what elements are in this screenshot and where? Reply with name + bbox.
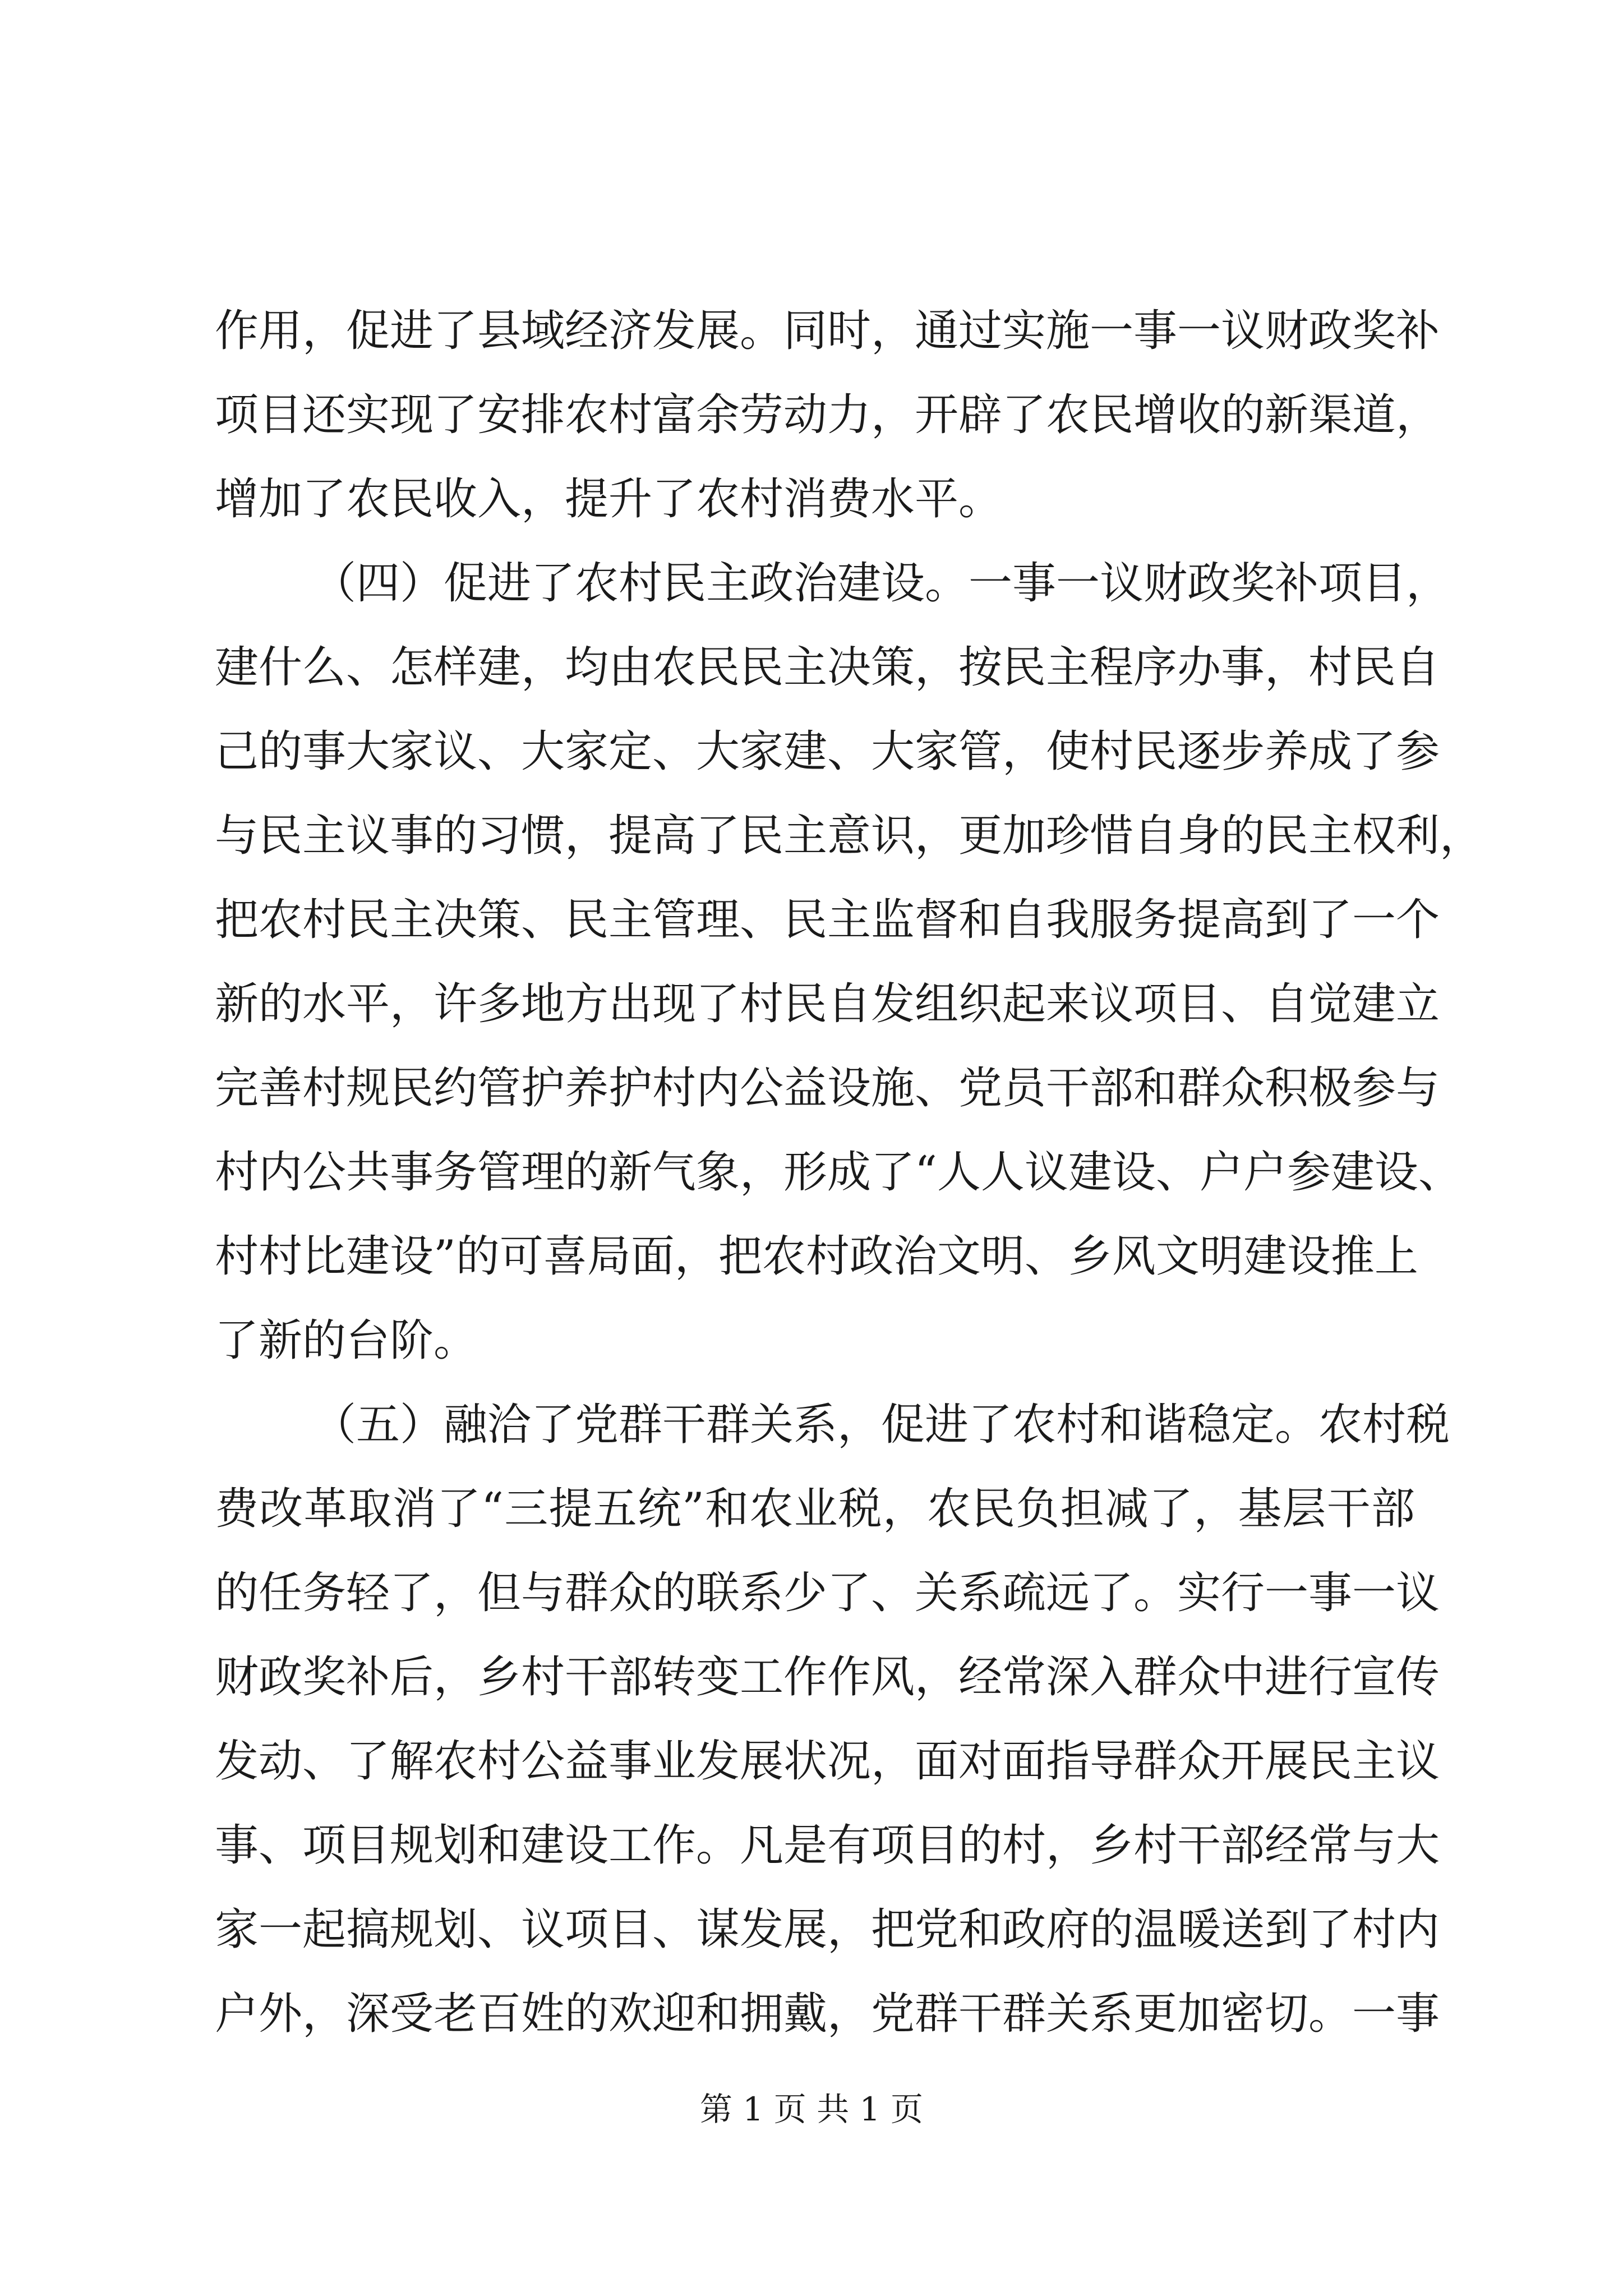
body-text-line: 己的事大家议、大家定、大家建、大家管，使村民逐步养成了参 — [215, 726, 1440, 777]
page-number-footer: 第 1 页 共 1 页 — [700, 2090, 923, 2128]
body-text-line: 家一起搞规划、议项目、谋发展，把党和政府的温暖送到了村内 — [215, 1904, 1440, 1955]
body-text-line: 村内公共事务管理的新气象，形成了“人人议建设、户户参建设、 — [215, 1147, 1462, 1198]
body-text-line: 项目还实现了安排农村富余劳动力，开辟了农民增收的新渠道， — [215, 390, 1440, 440]
section-heading-line: （五）融洽了党群干群关系，促进了农村和谐稳定。农村税 — [312, 1400, 1450, 1450]
body-text-line: 建什么、怎样建，均由农民民主决策，按民主程序办事，村民自 — [215, 642, 1440, 693]
body-text-line: 了新的台阶。 — [215, 1315, 478, 1366]
body-text-line: 财政奖补后，乡村干部转变工作作风，经常深入群众中进行宣传 — [215, 1652, 1440, 1703]
body-text-line: 费改革取消了“三提五统”和农业税，农民负担减了，基层干部 — [215, 1484, 1415, 1534]
body-text-line: 村村比建设”的可喜局面，把农村政治文明、乡风文明建设推上 — [215, 1231, 1418, 1282]
section-heading-line: （四）促进了农村民主政治建设。一事一议财政奖补项目， — [312, 558, 1450, 609]
body-text-line: 新的水平，许多地方出现了村民自发组织起来议项目、自觉建立 — [215, 979, 1440, 1029]
body-text-line: 的任务轻了，但与群众的联系少了、关系疏远了。实行一事一议 — [215, 1568, 1440, 1618]
body-text-line: 事、项目规划和建设工作。凡是有项目的村，乡村干部经常与大 — [215, 1820, 1440, 1871]
body-text-line: 完善村规民约管护养护村内公益设施、党员干部和群众积极参与 — [215, 1063, 1440, 1114]
body-text-line: 与民主议事的习惯，提高了民主意识，更加珍惜自身的民主权利， — [215, 811, 1484, 861]
body-text-line: 增加了农民收入，提升了农村消费水平。 — [215, 474, 1003, 524]
body-text-line: 发动、了解农村公益事业发展状况，面对面指导群众开展民主议 — [215, 1736, 1440, 1787]
body-text-line: 作用，促进了县域经济发展。同时，通过实施一事一议财政奖补 — [215, 306, 1440, 356]
body-text-line: 户外，深受老百姓的欢迎和拥戴，党群干群关系更加密切。一事 — [215, 1989, 1440, 2039]
body-text-line: 把农村民主决策、民主管理、民主监督和自我服务提高到了一个 — [215, 895, 1440, 945]
